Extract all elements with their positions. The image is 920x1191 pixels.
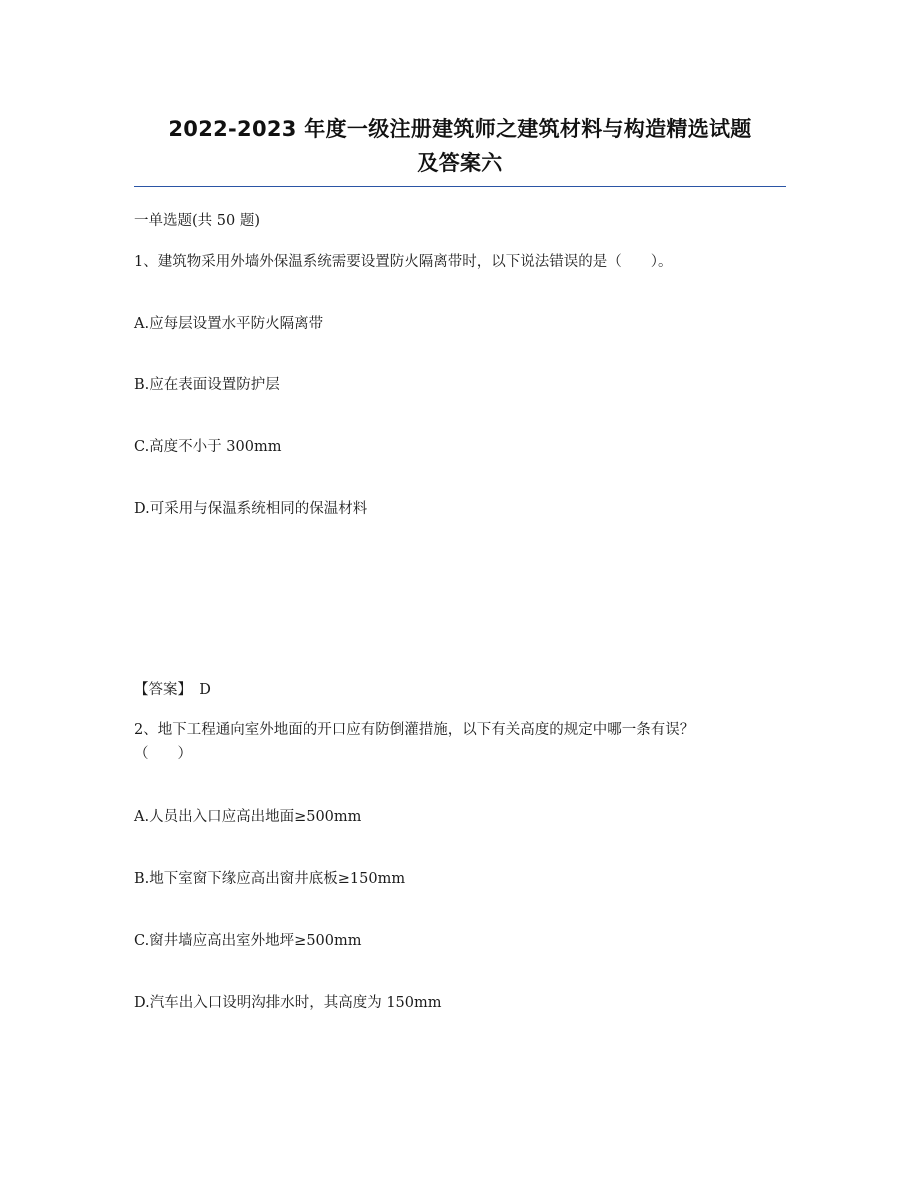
title-divider (134, 186, 786, 187)
section-heading: 一单选题(共 50 题) (134, 213, 260, 229)
question-2-option-b: B.地下室窗下缘应高出窗井底板≥150mm (134, 871, 406, 887)
question-1-answer: 【答案】 D (134, 682, 211, 698)
title-line-2: 及答案六 (417, 151, 503, 175)
question-1-option-b: B.应在表面设置防护层 (134, 377, 280, 393)
document-title (134, 112, 786, 180)
question-1-option-d: D.可采用与保温系统相同的保温材料 (134, 501, 368, 517)
question-1-option-c: C.高度不小于 300mm (134, 439, 282, 455)
question-2-option-a: A.人员出入口应高出地面≥500mm (134, 809, 362, 825)
question-2-option-c: C.窗井墙应高出室外地坪≥500mm (134, 933, 362, 949)
question-1-option-a: A.应每层设置水平防火隔离带 (134, 316, 324, 332)
title-line-1: 2022-2023 年度一级注册建筑师之建筑材料与构造精选试题 (168, 117, 752, 141)
question-2-stem-line-2: （ ） (134, 746, 192, 762)
question-2-option-d: D.汽车出入口设明沟排水时，其高度为 150mm (134, 995, 442, 1011)
question-2-stem-line-1: 2、地下工程通向室外地面的开口应有防倒灌措施，以下有关高度的规定中哪一条有误？ (134, 722, 695, 738)
question-1-stem: 1、建筑物采用外墙外保温系统需要设置防火隔离带时，以下说法错误的是（ ）。 (134, 254, 673, 270)
